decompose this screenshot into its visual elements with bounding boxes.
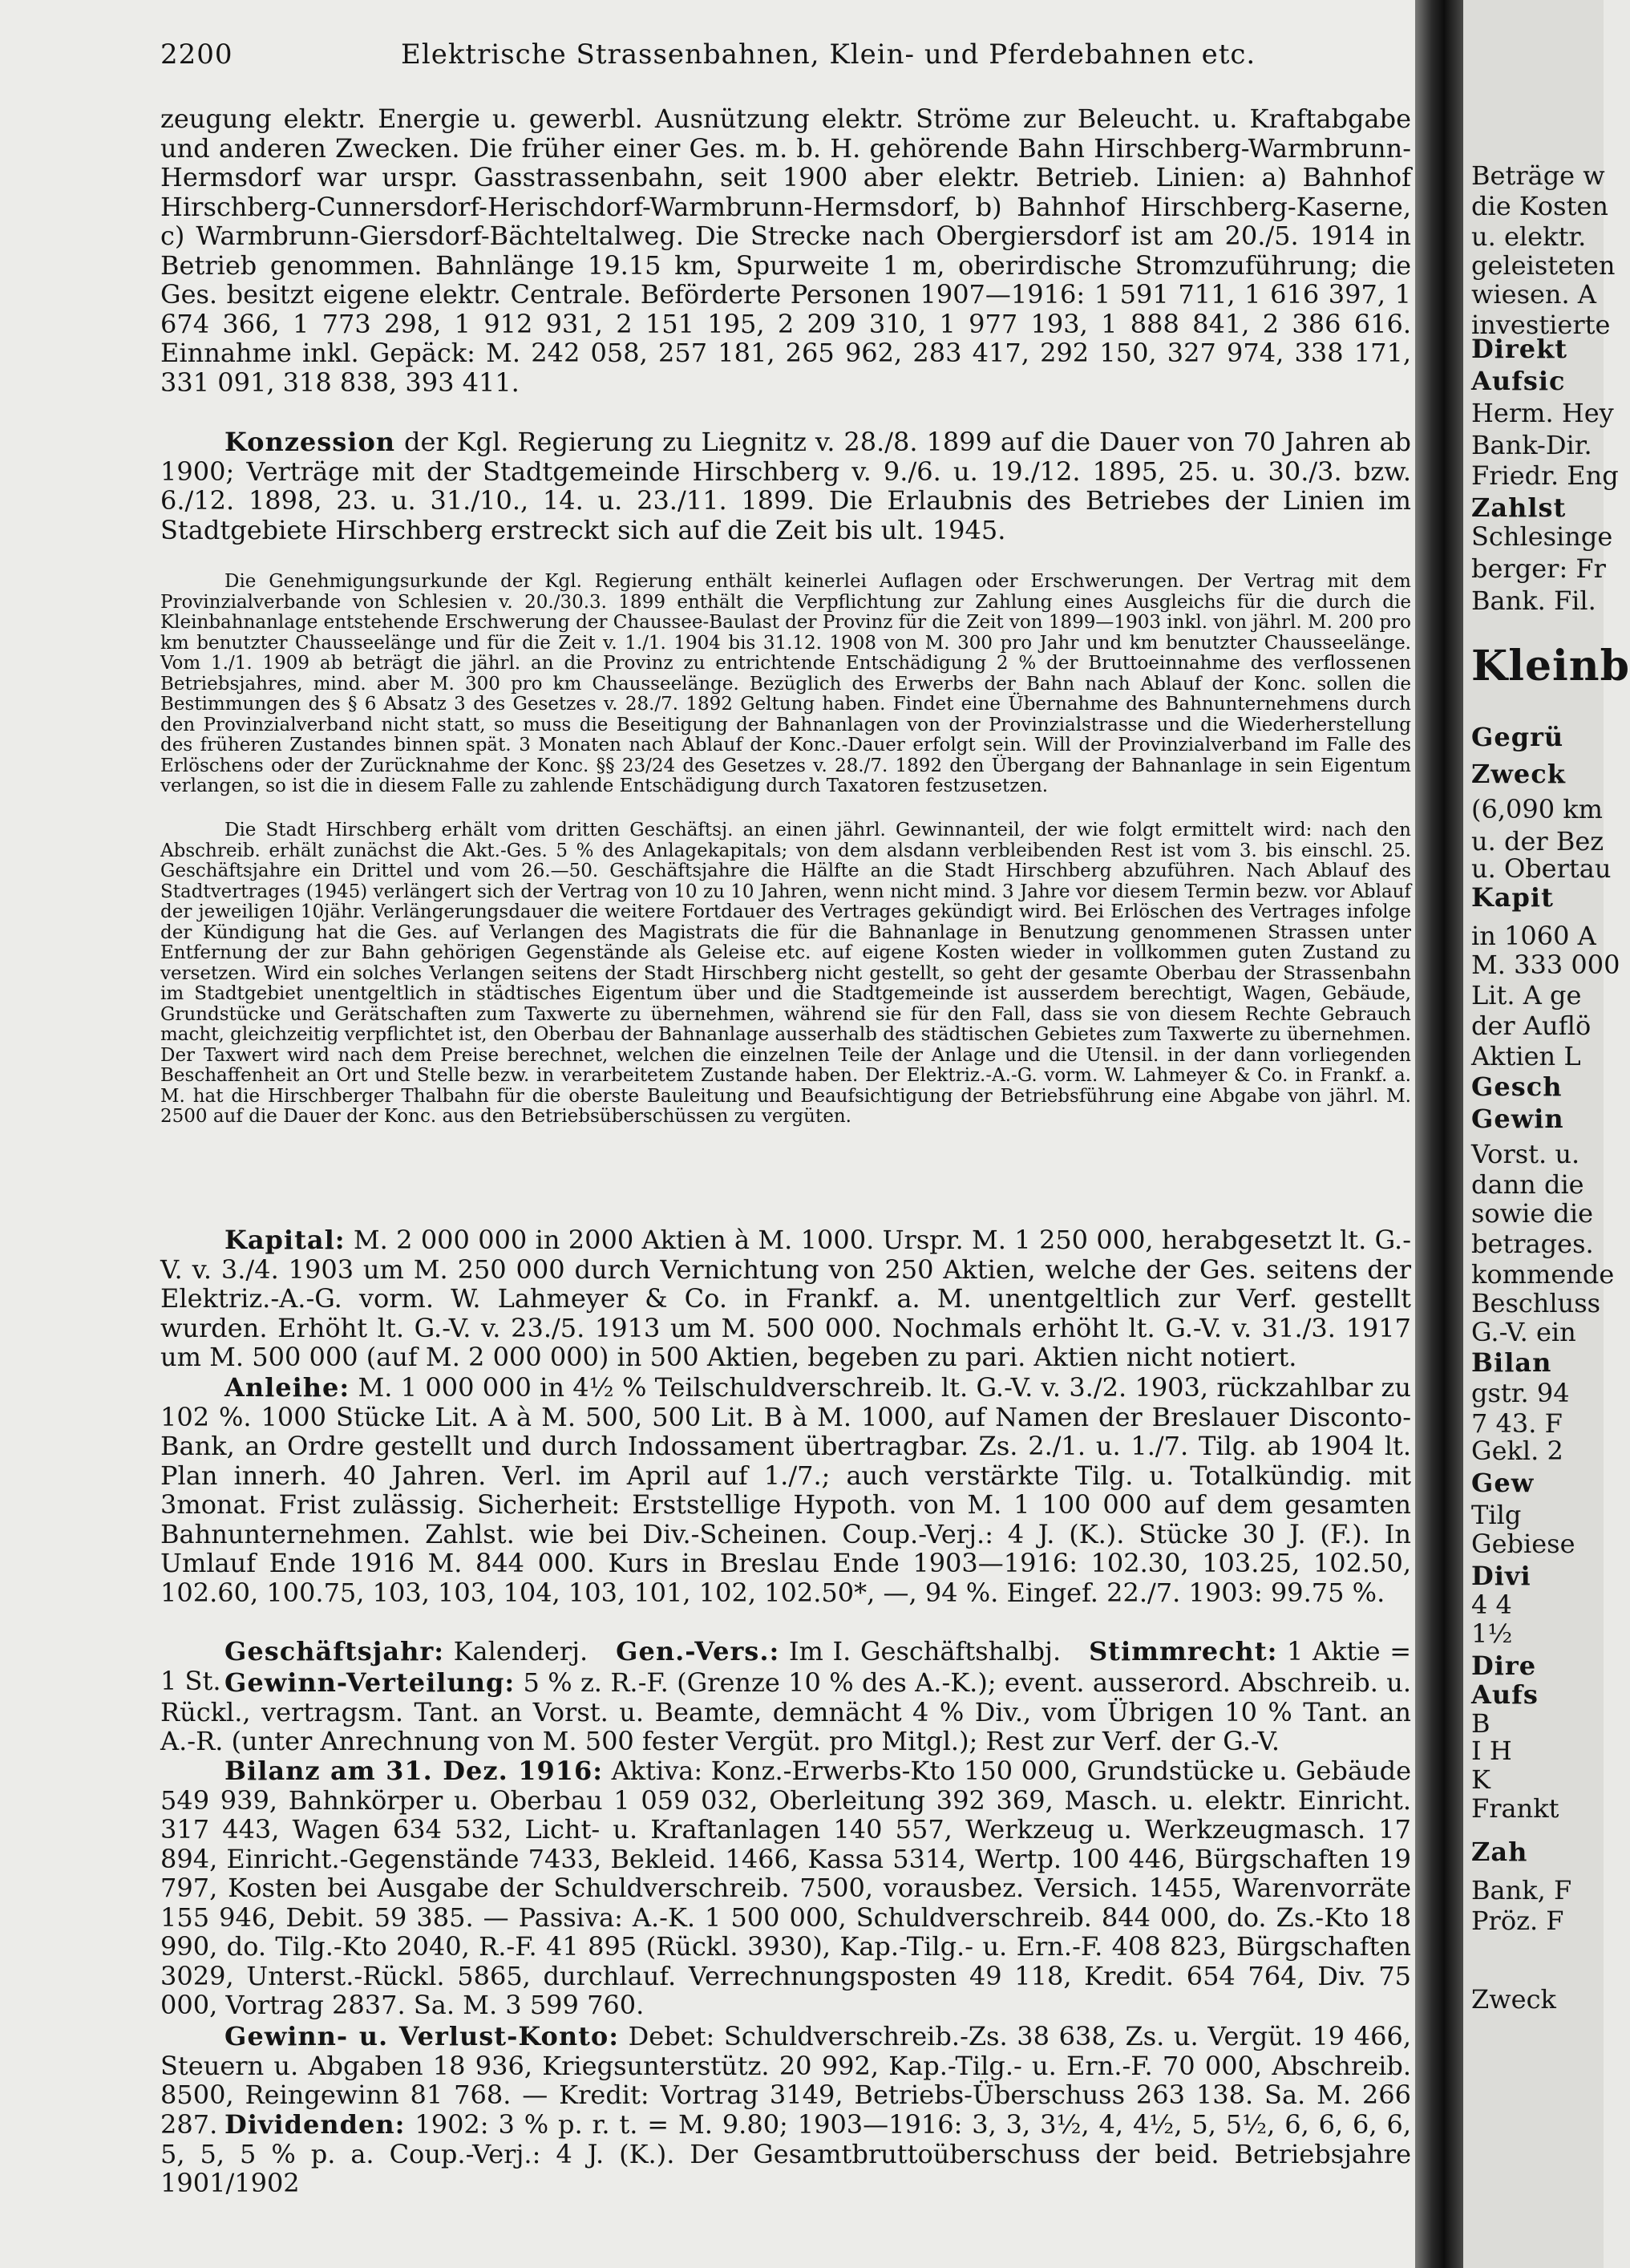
konzession-paragraph: [160, 427, 1411, 545]
bilanz-paragraph: [160, 1756, 1411, 2020]
right-page-line: u. der Bez: [1471, 826, 1604, 857]
kapital-label: Kapital:: [224, 1225, 346, 1255]
stimmrecht-label: Stimmrecht:: [1089, 1636, 1278, 1667]
right-page-line: Beträge w: [1471, 160, 1605, 191]
right-page-line: Zahlst: [1471, 492, 1567, 523]
kapital-text: M. 2 000 000 in 2000 Aktien à M. 1000. Urspr. M. 1 250 000, herabgesetzt lt. G.-V. v. 3./4. 1903 um M. 250 000 durch Vernichtung von 250 Aktien, welche der Ges. seitens der Elektriz.-A.-G. vorm. W. Lahmeyer & Co. in Frankf. a. M. unentgeltlich zur Verf. gestellt wurden. Erhöht lt. G.-V. v. 23./5. 1913 um M. 500 000. Nochmals erhöht lt. G.-V. v. 31./3. 1917 um M. 500 000 (auf M. 2 000 000) in 500 Aktien, begeben zu pari. Aktien nicht notiert.: [160, 1225, 1411, 1372]
right-page-line: Frankt: [1471, 1793, 1559, 1824]
right-page-line: Gebiese: [1471, 1529, 1575, 1559]
right-page-line: Bilan: [1471, 1347, 1552, 1378]
right-page-line: Beschluss: [1471, 1288, 1601, 1318]
right-page-line: Friedr. Eng: [1471, 460, 1619, 491]
right-page-line: Schlesinge: [1471, 521, 1613, 552]
intro-paragraph: zeugung elektr. Energie u. gewerbl. Ausnützung elektr. Ströme zur Beleucht. u. Kraftabgabe und anderen Zwecken. Die früher einer Ges. m. b. H. gehörende Bahn Hirschberg-Warmbrunn-Hermsdorf war urspr. Gasstrassenbahn, seit 1900 aber elektr. Betrieb. Linien: a) Bahnhof Hirschberg-Cunnersdorf-Herischdorf-Warmbrunn-Hermsdorf, b) Bahnhof Hirschberg-Kaserne, c) Warmbrunn-Giersdorf-Bächteltalweg. Die Strecke nach Obergiersdorf ist am 20./5. 1914 in Betrieb genommen. Bahnlänge 19.15 km, Spurweite 1 m, oberirdische Stromzuführung; die Ges. besitzt eigene elektr. Centrale. Beförderte Personen 1907—1916: 1 591 711, 1 616 397, 1 674 366, 1 773 298, 1 912 931, 2 151 195, 2 209 310, 1 977 193, 1 888 841, 2 386 616. Einnahme inkl. Gepäck: M. 242 058, 257 181, 265 962, 283 417, 292 150, 327 974, 338 171, 331 091, 318 838, 393 411.: [160, 103, 1411, 398]
right-page-line: der Auflö: [1471, 1010, 1592, 1041]
konzession-text: der Kgl. Regierung zu Liegnitz v. 28./8. 1899 auf die Dauer von 70 Jahren ab 1900; Verträge mit der Stadtgemeinde Hirschberg v. 9./6. u. 19./12. 1895, 25. u. 30./3. bzw. 6./12. 1898, 23. u. 31./10., 14. u. 23./11. 1899. Die Erlaubnis des Betriebes der Linien im Stadtgebiete Hirschberg erstreckt sich auf die Zeit bis ult. 1945.: [160, 427, 1411, 545]
right-page-line: Herm. Hey: [1471, 398, 1614, 428]
right-page-line: Zweck: [1471, 759, 1566, 789]
right-page-line: investierte: [1471, 310, 1611, 340]
book-spine-shadow: [1415, 0, 1463, 2268]
right-page-line: Kleinb: [1471, 642, 1630, 691]
right-page-line: Zweck: [1471, 1984, 1556, 2015]
right-page-line: Lit. A ge: [1471, 980, 1582, 1010]
right-page-line: geleisteten: [1471, 250, 1616, 281]
gen-vers-label: Gen.-Vers.:: [616, 1636, 780, 1667]
right-page-line: Divi: [1471, 1561, 1531, 1591]
stadt-vertrag-note: Die Stadt Hirschberg erhält vom dritten Geschäftsj. an einen jährl. Gewinnanteil, der wie folgt ermittelt wird: nach den Abschreib. erhält zunächst die Akt.-Ges. 5 % des Anlagekapitals; von dem alsdann verbleibenden Rest ist vom 3. bis einschl. 25. Geschäftsjahre ein Drittel und vom 26.—50. Geschäftsjahre die Hälfte an die Stadt Hirschberg abzuführen. Nach Ablauf des Stadtvertrages (1945) verlängert sich der Vertrag von 10 zu 10 Jahren, wenn nicht mind. 3 Jahre vor diesem Termin bezw. vor Ablauf der jeweiligen 10jähr. Verlängerungsdauer die weitere Fortdauer des Vertrages gekündigt wird. Bei Erlöschen des Vertrages infolge der Kündigung hat die Ges. auf Verlangen des Magistrats die für die Bahnanlage in Benutzung genommenen Strassen unter Entfernung der zur Bahn gehörigen Gegenstände als Geleise etc. auf eigene Kosten wieder in vollkommen guten Zustand zu versetzen. Wird ein solches Verlangen seitens der Stadt Hirschberg nicht gestellt, so geht der gesamte Oberbau der Strassenbahn im Stadtgebiet unentgeltlich in städtisches Eigentum über und die Stadtgemeinde ist ausserdem berechtigt, Wagen, Gebäude, Grundstücke und Gerätschaften zum Taxwerte zu übernehmen, während sie für den Fall, dass sie von diesem Rechte Gebrauch macht, gleichzeitig verpflichtet ist, den Oberbau der Bahnanlage ausserhalb des städtischen Gebietes zum Taxwerte zu übernehmen. Der Taxwert wird nach dem Preise berechnet, welchen die einzelnen Teile der Anlage und die Utensil. in der dann vorliegenden Beschaffenheit an Ort und Stelle bezw. in verarbeitetem Zustande haben. Der Elektriz.-A.-G. vorm. W. Lahmeyer & Co. in Frankf. a. M. hat die Hirschberger Thalbahn für die oberste Bauleitung und Beaufsichtigung der Betriebsführung eine Abgabe von jährl. M. 2500 auf die Dauer der Konc. aus den Betriebsüberschüssen zu vergüten.: [160, 820, 1411, 1127]
right-page-line: Direkt: [1471, 334, 1568, 364]
geschaeftsjahr-text: Kalenderj.: [444, 1636, 588, 1667]
geschaeftsjahr-label: Geschäftsjahr:: [224, 1636, 444, 1667]
right-page-line: Aufs: [1471, 1679, 1539, 1710]
running-title: Elektrische Strassenbahnen, Klein- und Pferdebahnen etc.: [401, 38, 1256, 71]
right-page-line: Dire: [1471, 1650, 1537, 1681]
right-page-line: Bank. Fil.: [1471, 585, 1596, 616]
gen-vers-text: Im I. Geschäftshalbj.: [779, 1636, 1062, 1667]
right-page-line: K: [1471, 1764, 1490, 1795]
right-page-line: wiesen. A: [1471, 279, 1596, 310]
page-number: 2200: [160, 38, 233, 71]
right-page-line: Gewin: [1471, 1104, 1564, 1134]
right-page-line: M. 333 000: [1471, 950, 1620, 980]
right-page-line: gstr. 94: [1471, 1378, 1570, 1408]
anleihe-paragraph: [160, 1373, 1411, 1607]
anleihe-label: Anleihe:: [224, 1372, 350, 1403]
right-page-line: Gekl. 2: [1471, 1436, 1563, 1466]
right-page-line: berger: Fr: [1471, 553, 1606, 584]
right-page-line: Kapit: [1471, 882, 1554, 913]
dividenden-paragraph: [160, 2110, 1411, 2198]
gv-konto-text: Debet: Schuldverschreib.-Zs. 38 638, Zs. u. Vergüt. 19 466, Steuern u. Abgaben 18 936, Kriegsunterstütz. 20 992, Kap.-Tilg.- u. Ern.-F. 70 000, Abschreib. 8500, Reingewinn 81 768. — Kredit: Vortrag 3149, Betriebs-Überschuss 263 138. Sa. M. 266 287.: [160, 2021, 1412, 2140]
right-page-line: Gesch: [1471, 1071, 1563, 1102]
dividenden-label: Dividenden:: [224, 2109, 406, 2140]
right-page-line: in 1060 A: [1471, 921, 1596, 951]
right-page-line: betrages.: [1471, 1229, 1594, 1259]
right-page-line: Zah: [1471, 1837, 1528, 1867]
right-page-fragment: [1463, 0, 1630, 2268]
right-page-line: die Kosten: [1471, 191, 1608, 221]
right-page-line: Tilg: [1471, 1500, 1522, 1530]
right-page-line: I H: [1471, 1735, 1512, 1766]
right-page-line: u. Obertau: [1471, 853, 1612, 884]
gewinn-verteilung-label: Gewinn-Verteilung:: [224, 1667, 516, 1698]
right-page-line: B: [1471, 1708, 1490, 1739]
right-page-line: Pröz. F: [1471, 1906, 1564, 1936]
right-page-line: Vorst. u.: [1471, 1139, 1580, 1169]
right-page-line: sowie die: [1471, 1198, 1594, 1229]
right-page-line: Bank-Dir.: [1471, 430, 1592, 460]
bilanz-label: Bilanz am 31. Dez. 1916:: [224, 1756, 604, 1786]
stimmrecht-text: 1 Aktie = 1 St.: [160, 1636, 1412, 1696]
right-page-line: u. elektr.: [1471, 221, 1587, 252]
right-page-line: G.-V. ein: [1471, 1317, 1576, 1347]
right-page-line: Gew: [1471, 1468, 1535, 1498]
right-page-line: dann die: [1471, 1169, 1584, 1200]
right-page-line: Aufsic: [1471, 366, 1566, 396]
right-page-line: 1½: [1471, 1618, 1513, 1649]
right-page-line: kommende: [1471, 1259, 1615, 1290]
gewinn-verteilung-text: 5 % z. R.-F. (Grenze 10 % des A.-K.); event. ausserord. Abschreib. u. Rückl., vertragsm. Tant. an Vorst. u. Beamte, demnächt 4 % Div., vom Übrigen 10 % Tant. an A.-R. (unter Anrechnung von M. 500 fester Vergüt. pro Mitgl.); Rest zur Verf. der G.-V.: [160, 1667, 1411, 1756]
bilanz-text: Aktiva: Konz.-Erwerbs-Kto 150 000, Grundstücke u. Gebäude 549 939, Bahnkörper u. Oberbau 1 059 032, Oberleitung 392 369, Masch. u. elektr. Einricht. 317 443, Wagen 634 532, Licht- u. Kraftanlagen 140 557, Werkzeug u. Werkzeugmasch. 17 894, Einricht.-Gegenstände 7433, Bekleid. 1466, Kassa 5314, Wertp. 100 446, Bürgschaften 19 797, Kosten bei Ausgabe der Schuldverschreib. 7500, vorausbez. Versich. 1455, Warenvorräte 155 946, Debit. 59 385. — Passiva: A.-K. 1 500 000, Schuldverschreib. 844 000, do. Zs.-Kto 18 990, do. Tilg.-Kto 2040, R.-F. 41 895 (Rückl. 3930), Kap.-Tilg.- u. Ern.-F. 408 823, Bürgschaften 3029, Unterst.-Rückl. 5865, durchlauf. Verrechnungsposten 49 118, Kredit. 654 764, Div. 75 000, Vortrag 2837. Sa. M. 3 599 760.: [160, 1756, 1412, 2020]
right-page-line: Aktien L: [1471, 1041, 1581, 1071]
right-page-line: 7 43. F: [1471, 1408, 1563, 1439]
anleihe-text: M. 1 000 000 in 4½ % Teilschuldverschreib. lt. G.-V. v. 3./2. 1903, rückzahlbar zu 102 %. 1000 Stücke Lit. A à M. 500, 500 Lit. B à M. 1000, auf Namen der Breslauer Disconto-Bank, an Ordre gestellt und durch Indossament übertragbar. Zs. 2./1. u. 1./7. Tilg. ab 1904 lt. Plan innerh. 40 Jahren. Verl. im April auf 1./7.; auch verstärkte Tilg. u. Totalkündig. mit 3monat. Frist zulässig. Sicherheit: Erststellige Hypoth. von M. 1 100 000 auf dem gesamten Bahnunternehmen. Zahlst. wie bei Div.-Scheinen. Coup.-Verj.: 4 J. (K.). Stücke 30 J. (F.). In Umlauf Ende 1916 M. 844 000. Kurs in Breslau Ende 1903—1916: 102.30, 103.25, 102.50, 102.60, 100.75, 103, 103, 104, 103, 101, 102, 102.50*, —, 94 %. Eingef. 22./7. 1903: 99.75 %.: [160, 1372, 1411, 1608]
right-page-line: Bank, F: [1471, 1875, 1572, 1906]
gv-konto-label: Gewinn- u. Verlust-Konto:: [224, 2021, 620, 2051]
right-page-line: (6,090 km: [1471, 794, 1603, 824]
genehmigung-note: Die Genehmigungsurkunde der Kgl. Regierung enthält keinerlei Auflagen oder Erschwerungen. Der Vertrag mit dem Provinzialverbande von Schlesien v. 20./30.3. 1899 enthält die Verpflichtung zur Zahlung eines Ausgleichs für die durch die Kleinbahnanlage entstehende Erschwerung der Chaussee-Baulast der Provinz für die Zeit von 1899—1903 inkl. von jährl. M. 200 pro km benutzter Chausseelänge und für die Zeit v. 1./1. 1904 bis 31.12. 1908 von M. 300 pro Jahr und km benutzter Chausseelänge. Vom 1./1. 1909 ab beträgt die jährl. an die Provinz zu entrichtende Entschädigung 2 % der Bruttoeinnahme des verflossenen Betriebsjahres, mind. aber M. 300 pro km Chausseelänge. Bezüglich des Erwerbs der Bahn nach Ablauf der Konc. sollen die Bestimmungen des § 6 Absatz 3 des Gesetzes v. 28./7. 1892 Geltung haben. Findet eine Übernahme des Bahnunternehmens durch den Provinzialverband nicht statt, so muss die Beseitigung der Bahnanlagen von der Provinzialstrasse und die Wiederherstellung des früheren Zustandes binnen spät. 3 Monaten nach Ablauf der Konc.-Dauer erfolgt sein. Will der Provinzialverband im Falle des Erlöschens oder der Zurücknahme der Konc. §§ 23/24 des Gesetzes v. 28./7. 1892 den Übergang der Bahnanlage in sein Eigentum verlangen, so ist die in diesem Falle zu zahlende Entschädigung durch Taxatoren festzusetzen.: [160, 571, 1411, 796]
dividenden-text: 1902: 3 % p. r. t. = M. 9.80; 1903—1916: 3, 3, 3½, 4, 4½, 5, 5½, 6, 6, 6, 6, 5, 5, 5 % p. a. Coup.-Verj.: 4 J. (K.). Der Gesamtbruttoüberschuss der beid. Betriebsjahre 1901/1902: [160, 2109, 1411, 2198]
right-page-line: 4 4: [1471, 1590, 1512, 1620]
gewinn-verteilung-paragraph: [160, 1668, 1411, 1756]
konzession-label: Konzession: [224, 427, 396, 457]
kapital-paragraph: [160, 1225, 1411, 1372]
right-page-line: Gegrü: [1471, 722, 1564, 752]
